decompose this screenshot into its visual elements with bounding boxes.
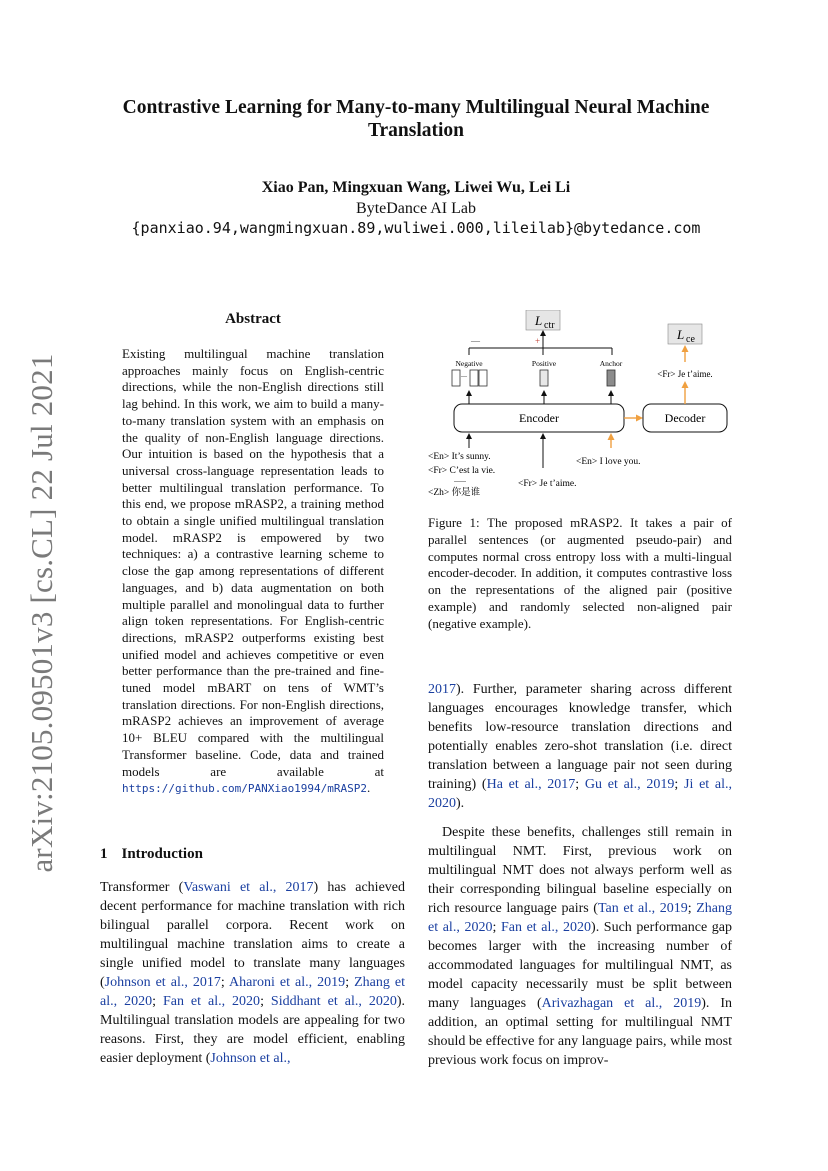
figure-caption: Figure 1: The proposed mRASP2. It takes a pair of parallel sentences (or augmented pseudo-pair) and computes normal cross entropy loss with a multi-lingual encoder-decoder. In addition, it computes contrastive loss on the representations of the aligned pair (positive example) and randomly selected non-aligned pair (negative example). (428, 515, 732, 631)
citation-link[interactable]: Fan et al., 2020 (162, 994, 261, 1009)
intro-text: ; (674, 777, 685, 792)
positive-input-arrowhead (540, 433, 546, 439)
abstract-text: Existing multilingual machine translation approaches mainly focus on English-centric directions, while the non-English directions still lag behind. In this work, we aim to build a many-to-many translation system with an emphasis on the quality of non-English language directions. Our intuition is based on the hypothesis that a universal cross-language representation leads to better multilingual translation performance. To this end, we propose mRASP2, a training method to obtain a single unified multilingual translation model. mRASP2 is empowered by two techniques: a) a contrastive learning scheme to close the gap among representations of different languages, and b) data augmentation on both multiple parallel and monolingual data to further align token representations. For English-centric directions, mRASP2 outperforms existing best unified model and achieves competitive or even better performance than the pre-trained and fine-tuned model mBART on tens of WMT’s translation directions. For non-English directions, mRASP2 achieves an improvement of average 10+ BLEU compared with the multilingual Transformer baseline. Code, data and trained models are available at (122, 346, 384, 779)
intro-text: ; (220, 975, 230, 990)
anchor-vector (607, 370, 615, 386)
intro-text: ). Such performance gap becomes larger with the increasing number of accommodated languages for multilingual NMT, as model capacity necessarily must be split between many languages ( (428, 920, 732, 1011)
decoder-output-arrowhead (682, 381, 689, 388)
encoder-to-decoder-arrowhead (636, 415, 643, 422)
author-list: Xiao Pan, Mingxuan Wang, Liwei Wu, Lei Li (261, 179, 571, 196)
citation-link[interactable]: Tan et al., 2019 (597, 901, 688, 916)
abstract-end: . (367, 780, 371, 796)
section-title: Introduction (121, 846, 203, 862)
ce-loss-box (668, 324, 702, 344)
ce-loss-subscript: ce (686, 334, 695, 345)
code-url-link[interactable]: https://github.com/PANXiao1994/mRASP2 (122, 782, 368, 796)
negative-input-fr: <Fr> C’est la vie. (428, 466, 496, 476)
negative-input-ellipsis: ...... (454, 475, 466, 484)
abstract-body (122, 346, 384, 798)
abstract-heading: Abstract (225, 311, 281, 327)
negative-input-zh: <Zh> 你是谁 (428, 488, 481, 498)
intro-text: ). (456, 796, 465, 811)
intro-text: Transformer ( (100, 880, 184, 895)
encoder-label: Encoder (519, 411, 559, 425)
plus-sign: + (535, 336, 541, 346)
contrastive-loss-box (526, 310, 560, 330)
intro-text: ; (152, 994, 163, 1009)
positive-arrowhead (541, 390, 547, 396)
intro-text: ) has achieved decent performance for machine translation with rich bilingual parallel corpora. Recent work on multilingual machine translation aims to create a single unified model to translate many languages ( (100, 880, 405, 990)
mrasp2-architecture-diagram (424, 310, 736, 510)
negative-vector (452, 370, 460, 386)
negative-separator: — (461, 374, 467, 380)
negative-vector (470, 370, 478, 386)
affiliation: ByteDance AI Lab (356, 200, 476, 217)
anchor-label: Anchor (599, 359, 623, 368)
section-heading (100, 846, 203, 863)
citation-link[interactable]: Vaswani et al., 2017 (183, 880, 314, 895)
anchor-arrowhead (608, 390, 614, 396)
negative-arrowhead (466, 390, 472, 396)
arxiv-identifier: arXiv:2105.09501v3 [cs.CL] 22 Jul 2021 (24, 353, 59, 873)
citation-link[interactable]: Zhang et al., 2020 (428, 901, 732, 935)
citation-link[interactable]: Aharoni et al., 2019 (229, 975, 346, 990)
intro-text: ; (575, 777, 585, 792)
negative-input-en: <En> It’s sunny. (428, 452, 491, 462)
section-number: 1 (100, 846, 108, 862)
ce-loss-arrowhead (682, 345, 689, 352)
intro-text: ). In addition, an optimal setting for multilingual NMT should be effective for any language pairs, while most previous work focus on improv- (428, 996, 733, 1068)
positive-input-text: <Fr> Je t’aime. (518, 479, 577, 489)
negative-label: Negative (455, 359, 483, 368)
intro-text: ). Multilingual translation models are appealing for two reasons. First, they are model efficient, enabling easier deployment ( (100, 994, 405, 1066)
intro-text: ). Further, parameter sharing across different languages encourages knowledge transfer, which benefits low-resource translation directions and potentially enables zero-shot translation (i.e. direct translation between a language pair not seen during training) ( (428, 682, 732, 792)
citation-link[interactable]: Johnson et al., (210, 1051, 291, 1066)
citation-link[interactable]: Siddhant et al., 2020 (270, 994, 397, 1009)
negative-input-arrowhead (466, 433, 472, 439)
decoder-output-text: <Fr> Je t’aime. (657, 369, 713, 379)
citation-link[interactable]: 2017 (428, 682, 456, 697)
citation-link[interactable]: Arivazhagan et al., 2019 (541, 996, 702, 1011)
intro-text: ; (345, 975, 355, 990)
positive-label: Positive (531, 359, 557, 368)
citation-link[interactable]: Ha et al., 2017 (486, 777, 576, 792)
citation-link[interactable]: Fan et al., 2020 (500, 920, 592, 935)
intro-paragraph-right (428, 680, 732, 813)
negative-vector (479, 370, 487, 386)
minus-sign: — (471, 336, 480, 346)
intro-text: ; (492, 920, 501, 935)
intro-paragraph-right-2 (428, 823, 732, 1070)
anchor-input-text: <En> I love you. (576, 457, 641, 467)
decoder-label: Decoder (664, 411, 706, 425)
citation-link[interactable]: Ji et al., 2020 (428, 777, 733, 811)
citation-link[interactable]: Zhang et al., 2020 (100, 975, 406, 1009)
citation-link[interactable]: Gu et al., 2019 (584, 777, 675, 792)
contrastive-loss-subscript: ctr (544, 320, 555, 331)
paper-title: Contrastive Learning for Many-to-many Multilingual Neural Machine Translation (122, 97, 710, 141)
ce-loss-symbol: L (677, 327, 685, 342)
contrastive-loss-symbol: L (535, 313, 543, 328)
author-emails: {panxiao.94,wangmingxuan.89,wuliwei.000,lileilab}@bytedance.com (131, 219, 701, 237)
anchor-input-arrowhead (608, 433, 615, 440)
figure-1-diagram (424, 310, 736, 510)
citation-link[interactable]: Johnson et al., 2017 (104, 975, 221, 990)
positive-vector (540, 370, 548, 386)
intro-paragraph-left (100, 878, 405, 1068)
intro-text: ; (260, 994, 271, 1009)
intro-text: ; (687, 901, 697, 916)
intro-text: Despite these benefits, challenges still remain in multilingual NMT. First, previous work on multilingual NMT does not always perform well as their corresponding bilingual baseline especially on rich resource language pairs ( (428, 825, 732, 916)
